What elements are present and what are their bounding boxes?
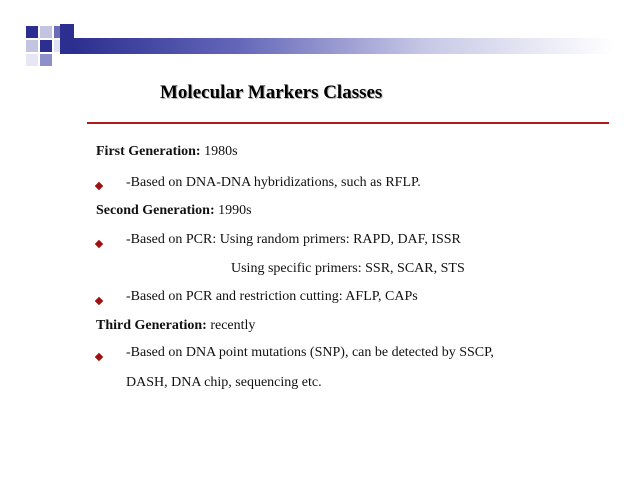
third-generation-heading-line: [96, 318, 255, 334]
bullet-diamond-icon: [95, 353, 103, 361]
second-generation-heading-line: [96, 203, 252, 219]
slide-title-container: [160, 82, 382, 104]
list-item-continuation: Using specific primers: SSR, SCAR, STS: [231, 261, 465, 276]
second-generation-period: 1990s: [218, 203, 252, 218]
deco-square: [26, 26, 38, 38]
bullet-diamond-icon: [95, 297, 103, 305]
deco-square: [40, 26, 52, 38]
list-item: -Based on PCR and restriction cutting: AFLP, CAPs: [126, 289, 418, 304]
deco-square: [40, 54, 52, 66]
list-item: -Based on DNA-DNA hybridizations, such as RFLP.: [126, 175, 421, 190]
deco-square: [60, 24, 74, 54]
header-decoration: [0, 0, 638, 70]
title-gradient-bar: [74, 38, 614, 54]
deco-square: [26, 40, 38, 52]
slide-title: Molecular Markers Classes: [160, 82, 383, 103]
list-item: -Based on DNA point mutations (SNP), can be detected by SSCP,: [126, 345, 494, 360]
bullet-diamond-icon: [95, 240, 103, 248]
title-rule: [87, 122, 609, 124]
list-item-continuation: DASH, DNA chip, sequencing etc.: [126, 375, 322, 390]
bullet-diamond-icon: [95, 182, 103, 190]
deco-square: [26, 54, 38, 66]
deco-square: [40, 40, 52, 52]
third-generation-heading: Third Generation:: [96, 318, 207, 333]
first-generation-heading-line: [96, 144, 238, 160]
first-generation-period: 1980s: [204, 144, 238, 159]
list-item: -Based on PCR: Using random primers: RAPD, DAF, ISSR: [126, 232, 461, 247]
first-generation-heading: First Generation:: [96, 144, 201, 159]
third-generation-period: recently: [210, 318, 256, 333]
second-generation-heading: Second Generation:: [96, 203, 215, 218]
